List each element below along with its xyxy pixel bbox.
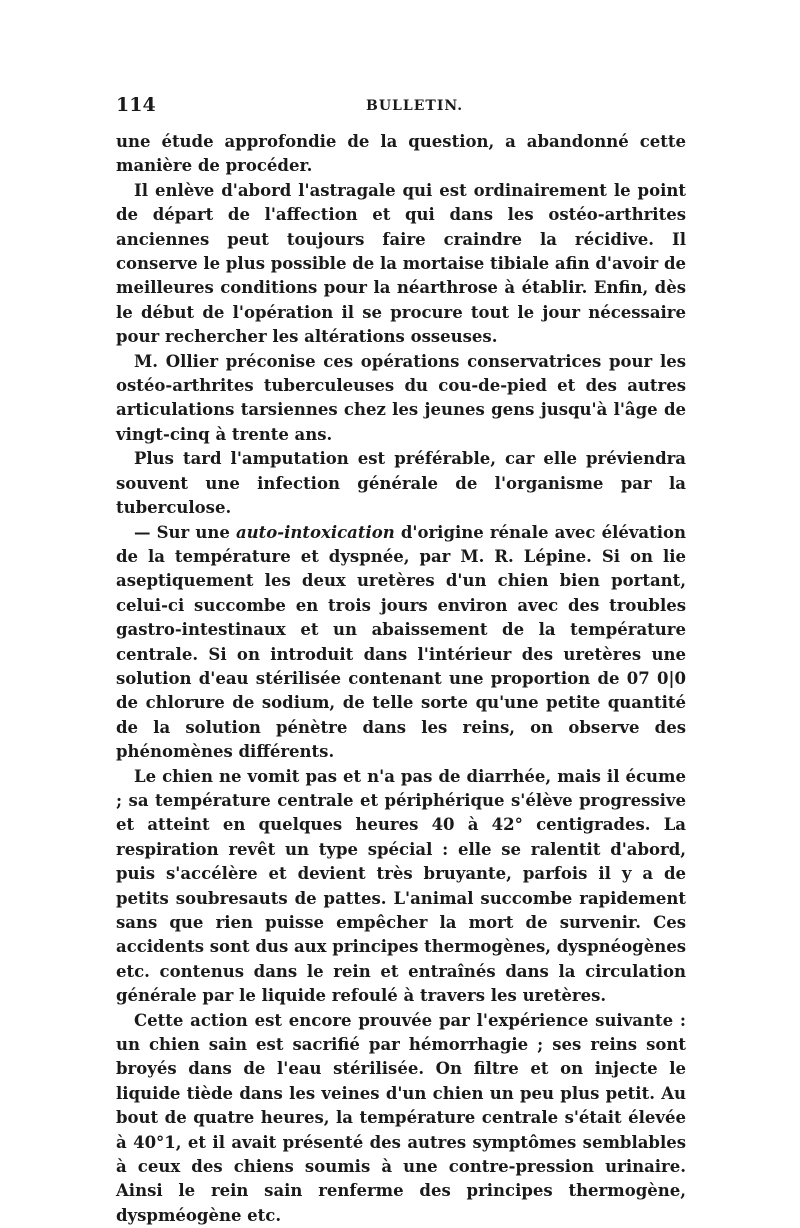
page-header xyxy=(116,94,686,124)
paragraph-1: une étude approfondie de la question, a abandonné cette manière de procéder. xyxy=(116,132,686,176)
paragraph-7: Cette action est encore prouvée par l'expérience suivante : un chien sain est sacrifié par hémorrhagie ; ses reins sont broyés dans de l'eau stérilisée. On filtre et on injecte le liquide tiède dans les veines d'un chien un peu plus petit. Au bout de quatre heures, la température centrale s'était élevée à 40°1, et il avait présenté des autres symptômes semblables à ceux des chiens soumis à une contre-pression urinaire. Ainsi le rein sain renferme des principes thermogène, dyspméogène etc. xyxy=(116,1010,686,1225)
paragraph-4: Plus tard l'amputation est préférable, car elle préviendra souvent une infection générale de l'organisme par la tuberculose. xyxy=(116,449,686,518)
paragraph-3: M. Ollier préconise ces opérations conservatrices pour les ostéo-arthrites tuberculeuses du cou-de-pied et des autres articulations tarsiennes chez les jeunes gens jusqu'à l'âge de vingt-cinq à trente ans. xyxy=(116,351,686,444)
paragraph-6: Le chien ne vomit pas et n'a pas de diarrhée, mais il écume ; sa température centrale et périphérique s'élève progressive et atteint en quelques heures 40 à 42° centigrades. La respiration revêt un type spécial : elle se ralentit d'abord, puis s'accélère et devient très bruyante, parfois il y a de petits soubresauts de pattes. L'animal succombe rapidement sans que rien puisse empêcher la mort de survenir. Ces accidents sont dus aux principes thermogènes, dyspnéogènes etc. contenus dans le rein et entraînés dans la circulation générale par le liquide refoulé à travers les uretères. xyxy=(116,766,686,1006)
page-number: 114 xyxy=(116,94,156,116)
paragraph-5-lead: — Sur une xyxy=(134,522,236,542)
paragraph-5 xyxy=(116,521,686,765)
running-head: BULLETIN. xyxy=(366,98,464,114)
paragraph-5-rest: d'origine rénale avec élévation de la température et dyspnée, par M. R. Lépine. Si on lie aseptiquement les deux uretères d'un chien bien portant, celui-ci succombe en trois jours environ avec des troubles gastro-intestinaux et un abaissement de la température centrale. Si on introduit dans l'intérieur des uretères une solution d'eau stérilisée contenant une proportion de 07 0|0 de chlorure de sodium, de telle sorte qu'une petite quantité de la solution pénètre dans les reins, on observe des phénomènes différents. xyxy=(116,522,686,762)
paragraph-2: Il enlève d'abord l'astragale qui est ordinairement le point de départ de l'affection et qui dans les ostéo-arthrites anciennes peut toujours faire craindre la récidive. Il conserve le plus possible de la mortaise tibiale afin d'avoir de meilleures conditions pour la néarthrose à établir. Enfin, dès le début de l'opération il se procure tout le jour nécessaire pour rechercher les altérations osseuses. xyxy=(116,180,686,347)
paragraph-5-italic: auto-intoxication xyxy=(235,522,395,542)
body-text xyxy=(116,130,686,1228)
